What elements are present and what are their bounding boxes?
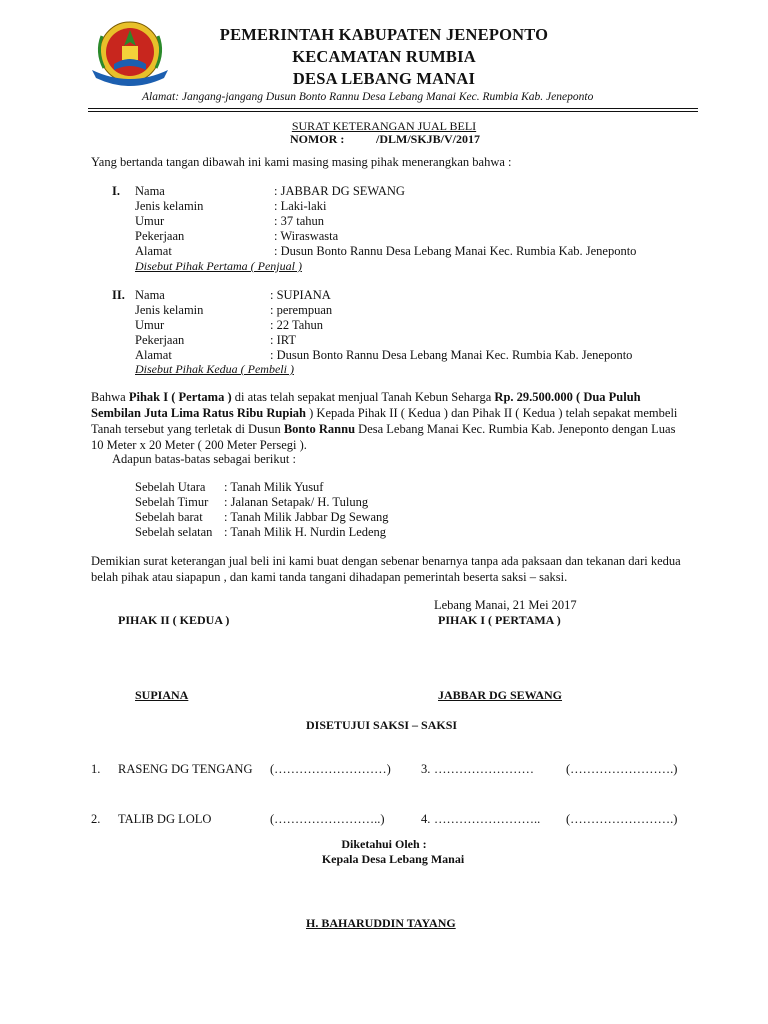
agreement-text-1: Bahwa: [91, 390, 129, 404]
boundaries-intro: Adapun batas-batas sebagai berikut :: [112, 452, 296, 466]
party-1-designation: Disebut Pihak Pertama ( Penjual ): [135, 259, 302, 273]
agreement-text-3: ) Kepada Pihak II ( Kedua ) dan Pihak II ( Kedua ) telah sepakat membeli Tanah tersebut yang terletak di Dusun: [91, 406, 678, 436]
witness-number: 2.: [91, 812, 101, 826]
witness-name-blank: ……………………..: [434, 812, 541, 826]
witness-name: RASENG DG TENGANG: [118, 762, 253, 776]
detail-value: : IRT: [270, 333, 296, 347]
witness-signature-line: (………………………): [270, 762, 391, 776]
letterhead-line-3: DESA LEBANG MANAI: [292, 69, 476, 88]
detail-value: : 37 tahun: [274, 214, 324, 228]
detail-label: Pekerjaan: [135, 229, 185, 243]
detail-label: Nama: [135, 288, 165, 302]
party-1-numeral: I.: [112, 184, 120, 198]
header-rule-thin: [88, 111, 698, 112]
detail-label: Umur: [135, 214, 165, 228]
nomor-label: NOMOR :: [290, 132, 345, 146]
letterhead-address: Alamat: Jangang-jangang Dusun Bonto Rannu Desa Lebang Manai Kec. Rumbia Kab. Jeneponto: [142, 91, 594, 103]
agreement-text-2: di atas telah sepakat menjual Tanah Kebun Seharga: [231, 390, 495, 404]
party-2-sign-label: PIHAK II ( KEDUA ): [118, 613, 230, 627]
letterhead-line-1: PEMERINTAH KABUPATEN JENEPONTO: [219, 25, 549, 44]
document-title: SURAT KETERANGAN JUAL BELI: [291, 119, 477, 133]
boundary-label: Sebelah barat: [135, 510, 203, 524]
nomor-value: /DLM/SKJB/V/2017: [376, 132, 481, 146]
detail-value: : SUPIANA: [270, 288, 331, 302]
detail-value: : perempuan: [270, 303, 333, 317]
party-1-sign-name: JABBAR DG SEWANG: [438, 688, 563, 702]
boundary-label: Sebelah Utara: [135, 480, 206, 494]
boundary-value: : Jalanan Setapak/ H. Tulung: [224, 495, 369, 509]
party-2-sign-name: SUPIANA: [135, 688, 189, 702]
detail-label: Jenis kelamin: [135, 199, 204, 213]
detail-label: Umur: [135, 318, 165, 332]
detail-value: : Dusun Bonto Rannu Desa Lebang Manai Kec. Rumbia Kab. Jeneponto: [270, 348, 633, 362]
agreement-paragraph: [91, 389, 691, 453]
detail-label: Alamat: [135, 348, 172, 362]
village-head-title: Kepala Desa Lebang Manai: [321, 852, 465, 866]
witnesses-title: DISETUJUI SAKSI – SAKSI: [306, 718, 458, 732]
closing-paragraph: Demikian surat keterangan jual beli ini kami buat dengan sebenar benarnya tanpa ada paksaan dan tekanan dari kedua belah pihak atau siapapun , dan kami tanda tangani dihadapan pemerintah beserta saksi – saksi.: [91, 554, 681, 584]
village-head-name: H. BAHARUDDIN TAYANG: [306, 916, 456, 930]
party-1-sign-label: PIHAK I ( PERTAMA ): [438, 613, 561, 627]
detail-label: Jenis kelamin: [135, 303, 204, 317]
agreement-text-4: Desa Lebang Manai Kec. Rumbia Kab. Jeneponto dengan Luas 10 Meter x 20 Meter ( 200 Meter Persegi ).: [91, 422, 676, 452]
witness-number: 1.: [91, 762, 101, 776]
party-2-designation: Disebut Pihak Kedua ( Pembeli ): [135, 362, 294, 376]
detail-value: : 22 Tahun: [270, 318, 324, 332]
detail-value: : Dusun Bonto Rannu Desa Lebang Manai Kec. Rumbia Kab. Jeneponto: [274, 244, 637, 258]
letterhead-line-2: KECAMATAN RUMBIA: [292, 47, 476, 66]
detail-label: Pekerjaan: [135, 333, 185, 347]
witness-number: 3.: [421, 762, 431, 776]
witness-signature-line: (…………………….): [566, 812, 678, 826]
header-rule-thick: [88, 108, 698, 109]
agreement-location: Bonto Rannu: [283, 422, 356, 436]
detail-value: : JABBAR DG SEWANG: [274, 184, 405, 198]
detail-value: : Wiraswasta: [274, 229, 339, 243]
agreement-party-1-ref: Pihak I ( Pertama ): [128, 390, 232, 404]
detail-label: Nama: [135, 184, 165, 198]
witness-name-blank: ……………………: [434, 762, 534, 776]
agreement-price: Rp. 29.500.000 ( Dua Puluh Sembilan Juta Lima Ratus Ribu Rupiah: [91, 390, 641, 420]
witness-number: 4.: [421, 812, 431, 826]
detail-label: Alamat: [135, 244, 172, 258]
acknowledged-by: Diketahui Oleh :: [341, 837, 427, 851]
boundary-value: : Tanah Milik Jabbar Dg Sewang: [224, 510, 389, 524]
boundary-label: Sebelah selatan: [135, 525, 213, 539]
witness-name: TALIB DG LOLO: [118, 812, 212, 826]
boundary-label: Sebelah Timur: [135, 495, 209, 509]
boundary-value: : Tanah Milik Yusuf: [224, 480, 324, 494]
witness-signature-line: (……………………..): [270, 812, 385, 826]
boundary-value: : Tanah Milik H. Nurdin Ledeng: [224, 525, 387, 539]
party-2-numeral: II.: [112, 288, 125, 302]
detail-value: : Laki-laki: [274, 199, 327, 213]
witness-signature-line: (…………………….): [566, 762, 678, 776]
place-date: Lebang Manai, 21 Mei 2017: [434, 598, 577, 612]
intro-text: Yang bertanda tangan dibawah ini kami masing masing pihak menerangkan bahwa :: [91, 155, 512, 169]
